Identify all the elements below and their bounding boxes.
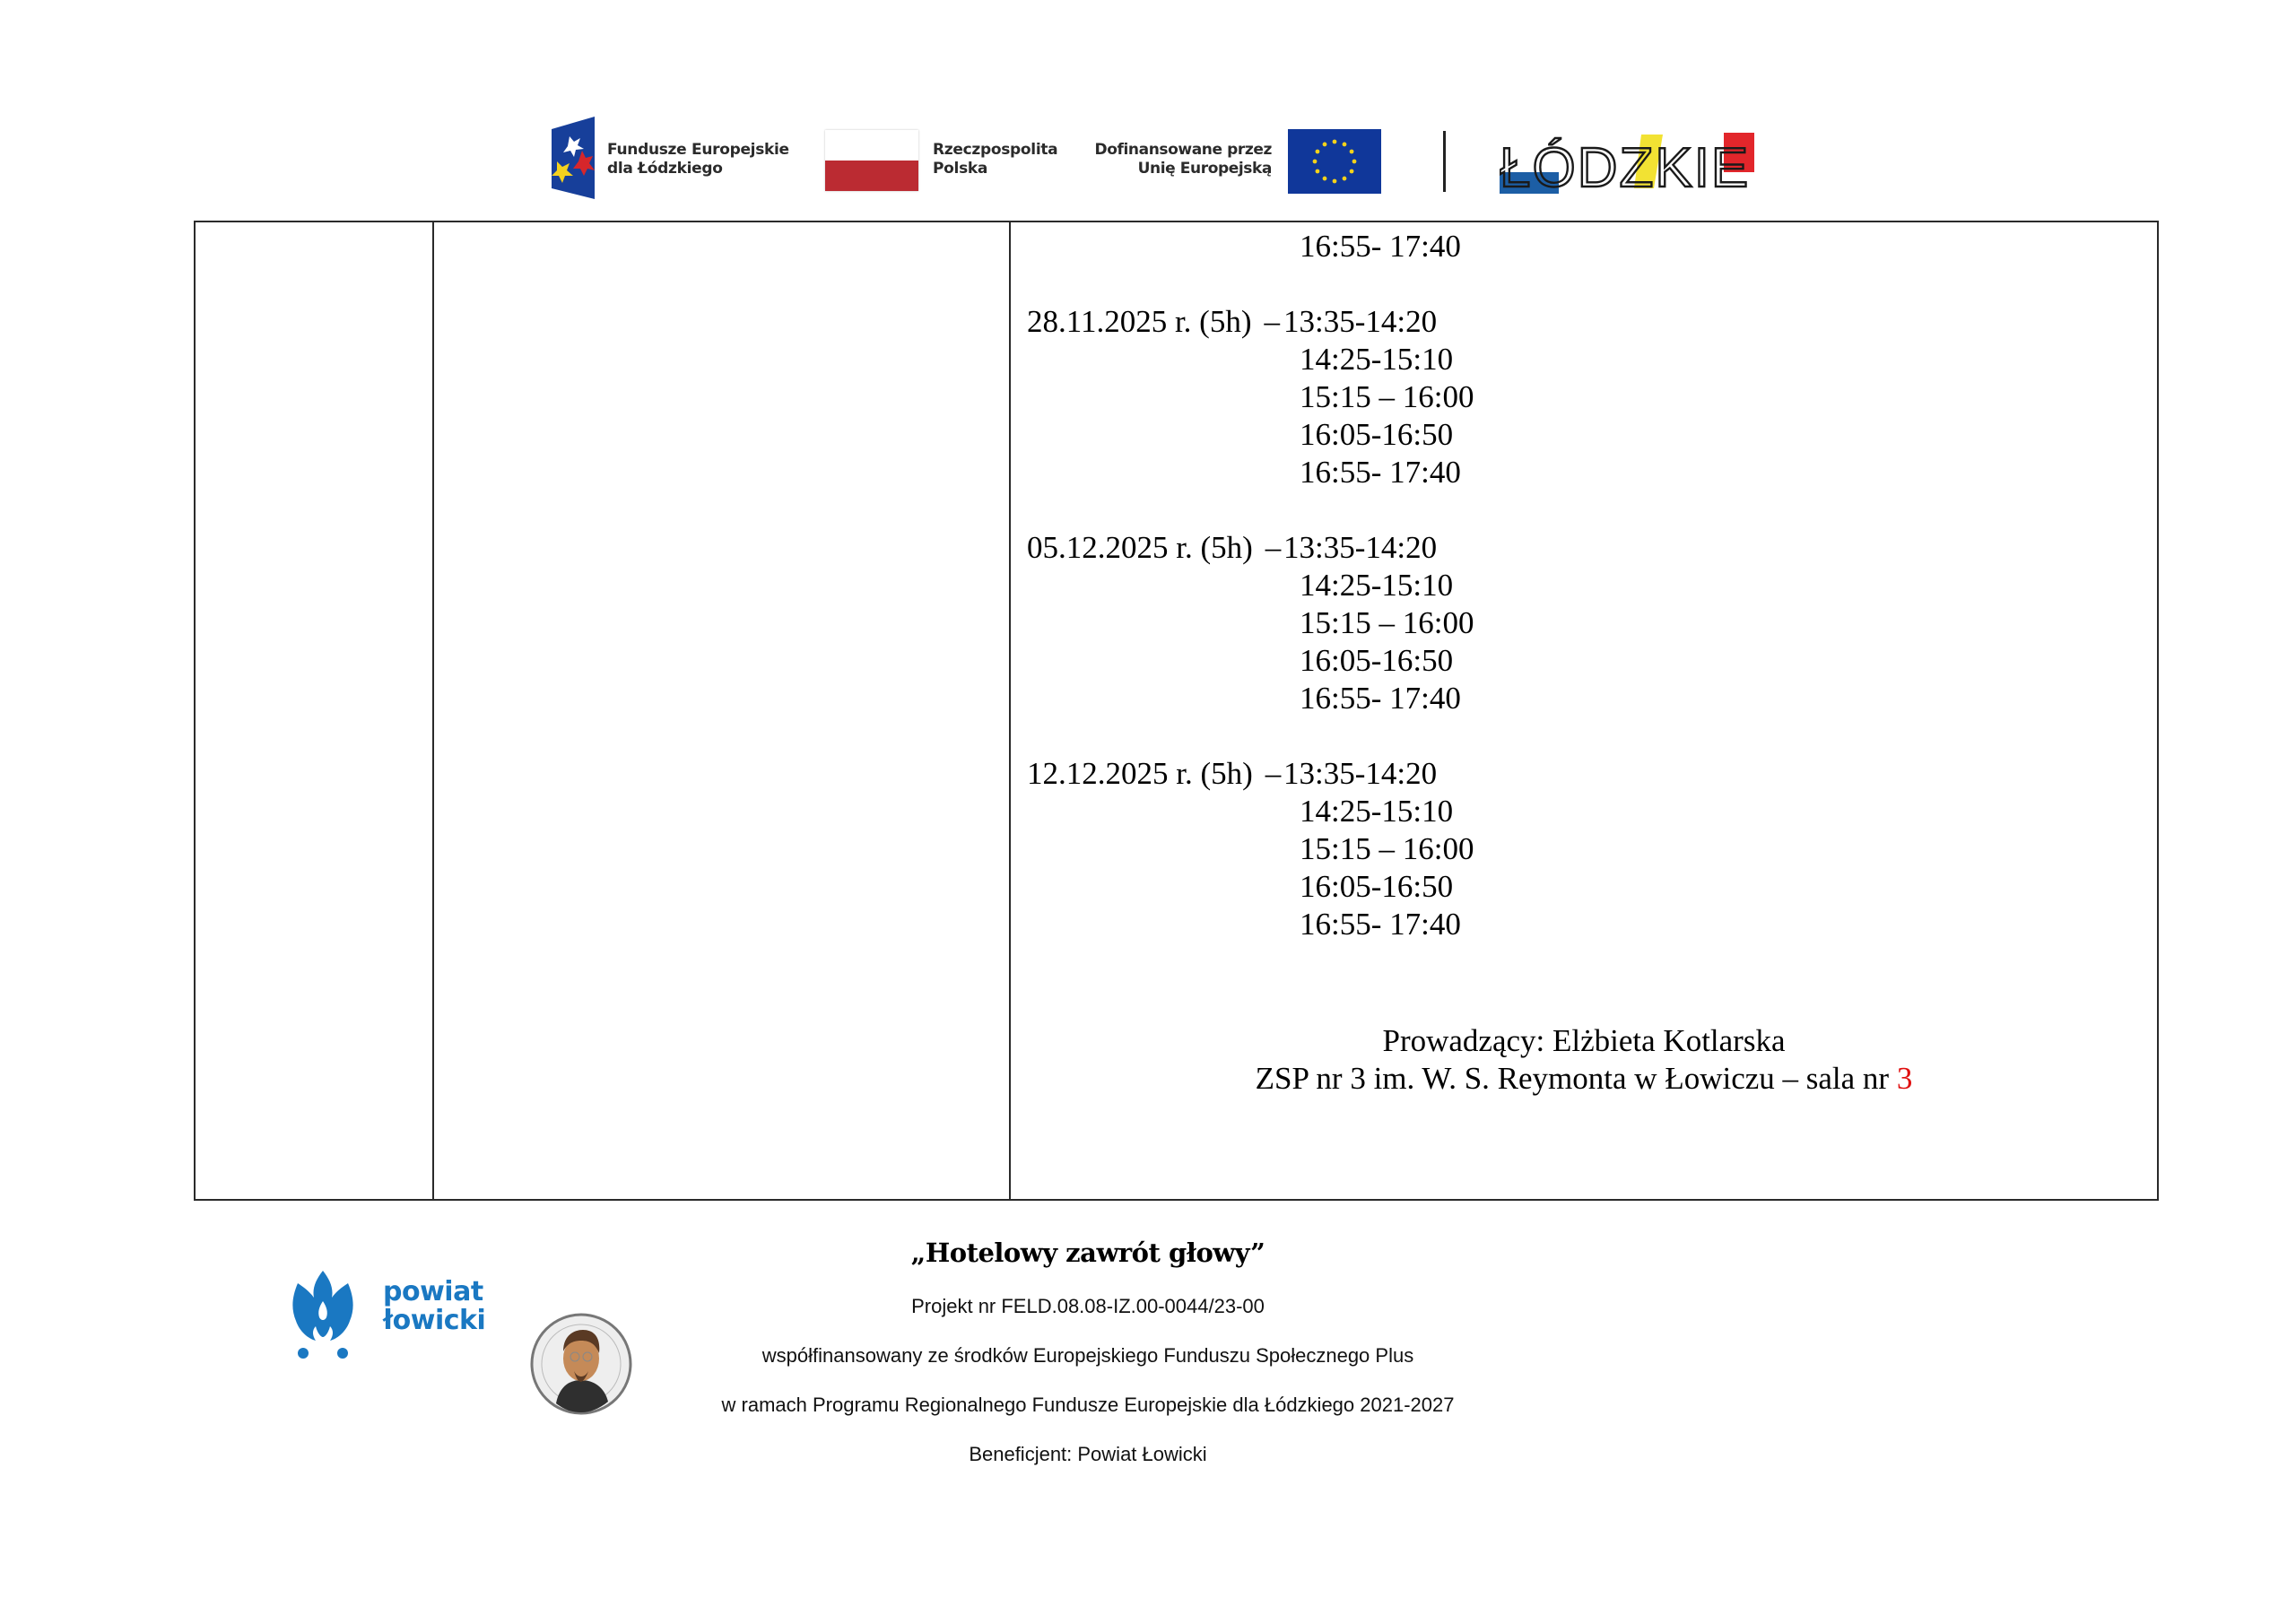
time-slot: 16:05-16:50 [1300,417,1454,452]
time-slot: 13:35-14:20 [1283,304,1438,339]
time-slot: 15:15 – 16:00 [1300,379,1474,414]
lodzkie-wordmark: ŁÓDZKIE [1500,137,1751,199]
session-date-row [1027,529,1281,567]
dash-separator: – [1264,304,1280,339]
location-line [1011,1060,2157,1098]
powiat-logo-line2: łowicki [383,1305,486,1336]
time-slot: 14:25-15:10 [1300,342,1454,377]
eu-star [1323,143,1327,147]
eu-star [1352,160,1357,164]
eu-logo-text [1092,141,1272,178]
time-slot: 16:55- 17:40 [1300,229,1461,264]
pl-logo-line2: Polska [933,160,988,178]
pl-logo-line1: Rzeczpospolita [933,141,1058,159]
project-title: „Hotelowy zawrót głowy” [910,1238,1265,1268]
instructor-line: Prowadzący: Elżbieta Kotlarska [1382,1023,1786,1058]
time-slot: 13:35-14:20 [1283,530,1438,565]
pl-logo-text [933,141,1057,178]
session-date: 05.12.2025 r. (5h) [1027,530,1253,565]
eu-star [1323,177,1327,181]
eu-star [1316,169,1320,174]
dash-separator: – [1265,756,1282,791]
session-date-row [1027,303,1280,341]
polish-flag-icon [825,130,918,191]
time-slot: 14:25-15:10 [1300,794,1454,829]
beneficiary: Beneficjent: Powiat Łowicki [969,1443,1207,1465]
time-slot: 15:15 – 16:00 [1300,831,1474,866]
session-date: 28.11.2025 r. (5h) [1027,304,1252,339]
eu-star [1333,140,1337,144]
eu-star [1333,179,1337,184]
dash-separator: – [1265,530,1282,565]
time-slot: 16:05-16:50 [1300,643,1454,678]
time-slot: 16:05-16:50 [1300,869,1454,904]
eu-star [1350,150,1354,154]
logo-divider [1443,131,1446,192]
eu-logo-line1: Dofinansowane przez [1094,141,1272,159]
time-slot: 13:35-14:20 [1283,756,1438,791]
location-text: ZSP nr 3 im. W. S. Reymonta w Łowiczu – sala nr [1255,1061,1897,1096]
table-cell-empty-2 [434,222,1009,1199]
eu-flag-icon [1288,129,1381,194]
time-slot: 16:55- 17:40 [1300,907,1461,942]
powiat-logo-line1: powiat [383,1276,483,1307]
fe-logo-text [607,141,789,178]
lodzkie-region-logo-icon [1500,126,1760,201]
time-slot: 14:25-15:10 [1300,568,1454,603]
time-slot: 16:55- 17:40 [1300,681,1461,716]
programme-statement: w ramach Programu Regionalnego Fundusze Europejskie dla Łódzkiego 2021-2027 [721,1394,1455,1416]
session-date-row [1027,755,1281,793]
eu-star [1343,177,1347,181]
fe-logo-line2: dla Łódzkiego [607,160,723,178]
cofinancing-statement: współfinansowany ze środków Europejskiego Funduszu Społecznego Plus [761,1344,1414,1367]
schedule-table [194,221,2159,1201]
funding-logo-bar [0,0,2296,215]
eu-star [1343,143,1347,147]
eu-star [1350,169,1354,174]
fundusze-europejskie-logo-icon [548,117,598,199]
project-number: Projekt nr FELD.08.08-IZ.00-0044/23-00 [911,1295,1265,1317]
eu-logo-line2: Unię Europejską [1137,160,1272,178]
table-cell-empty-1 [196,222,432,1199]
eu-star [1316,150,1320,154]
eu-star [1313,160,1318,164]
fe-logo-line1: Fundusze Europejskie [607,141,789,159]
time-slot: 15:15 – 16:00 [1300,605,1474,640]
session-date: 12.12.2025 r. (5h) [1027,756,1253,791]
room-number: 3 [1896,1061,1913,1096]
time-slot: 16:55- 17:40 [1300,455,1461,490]
